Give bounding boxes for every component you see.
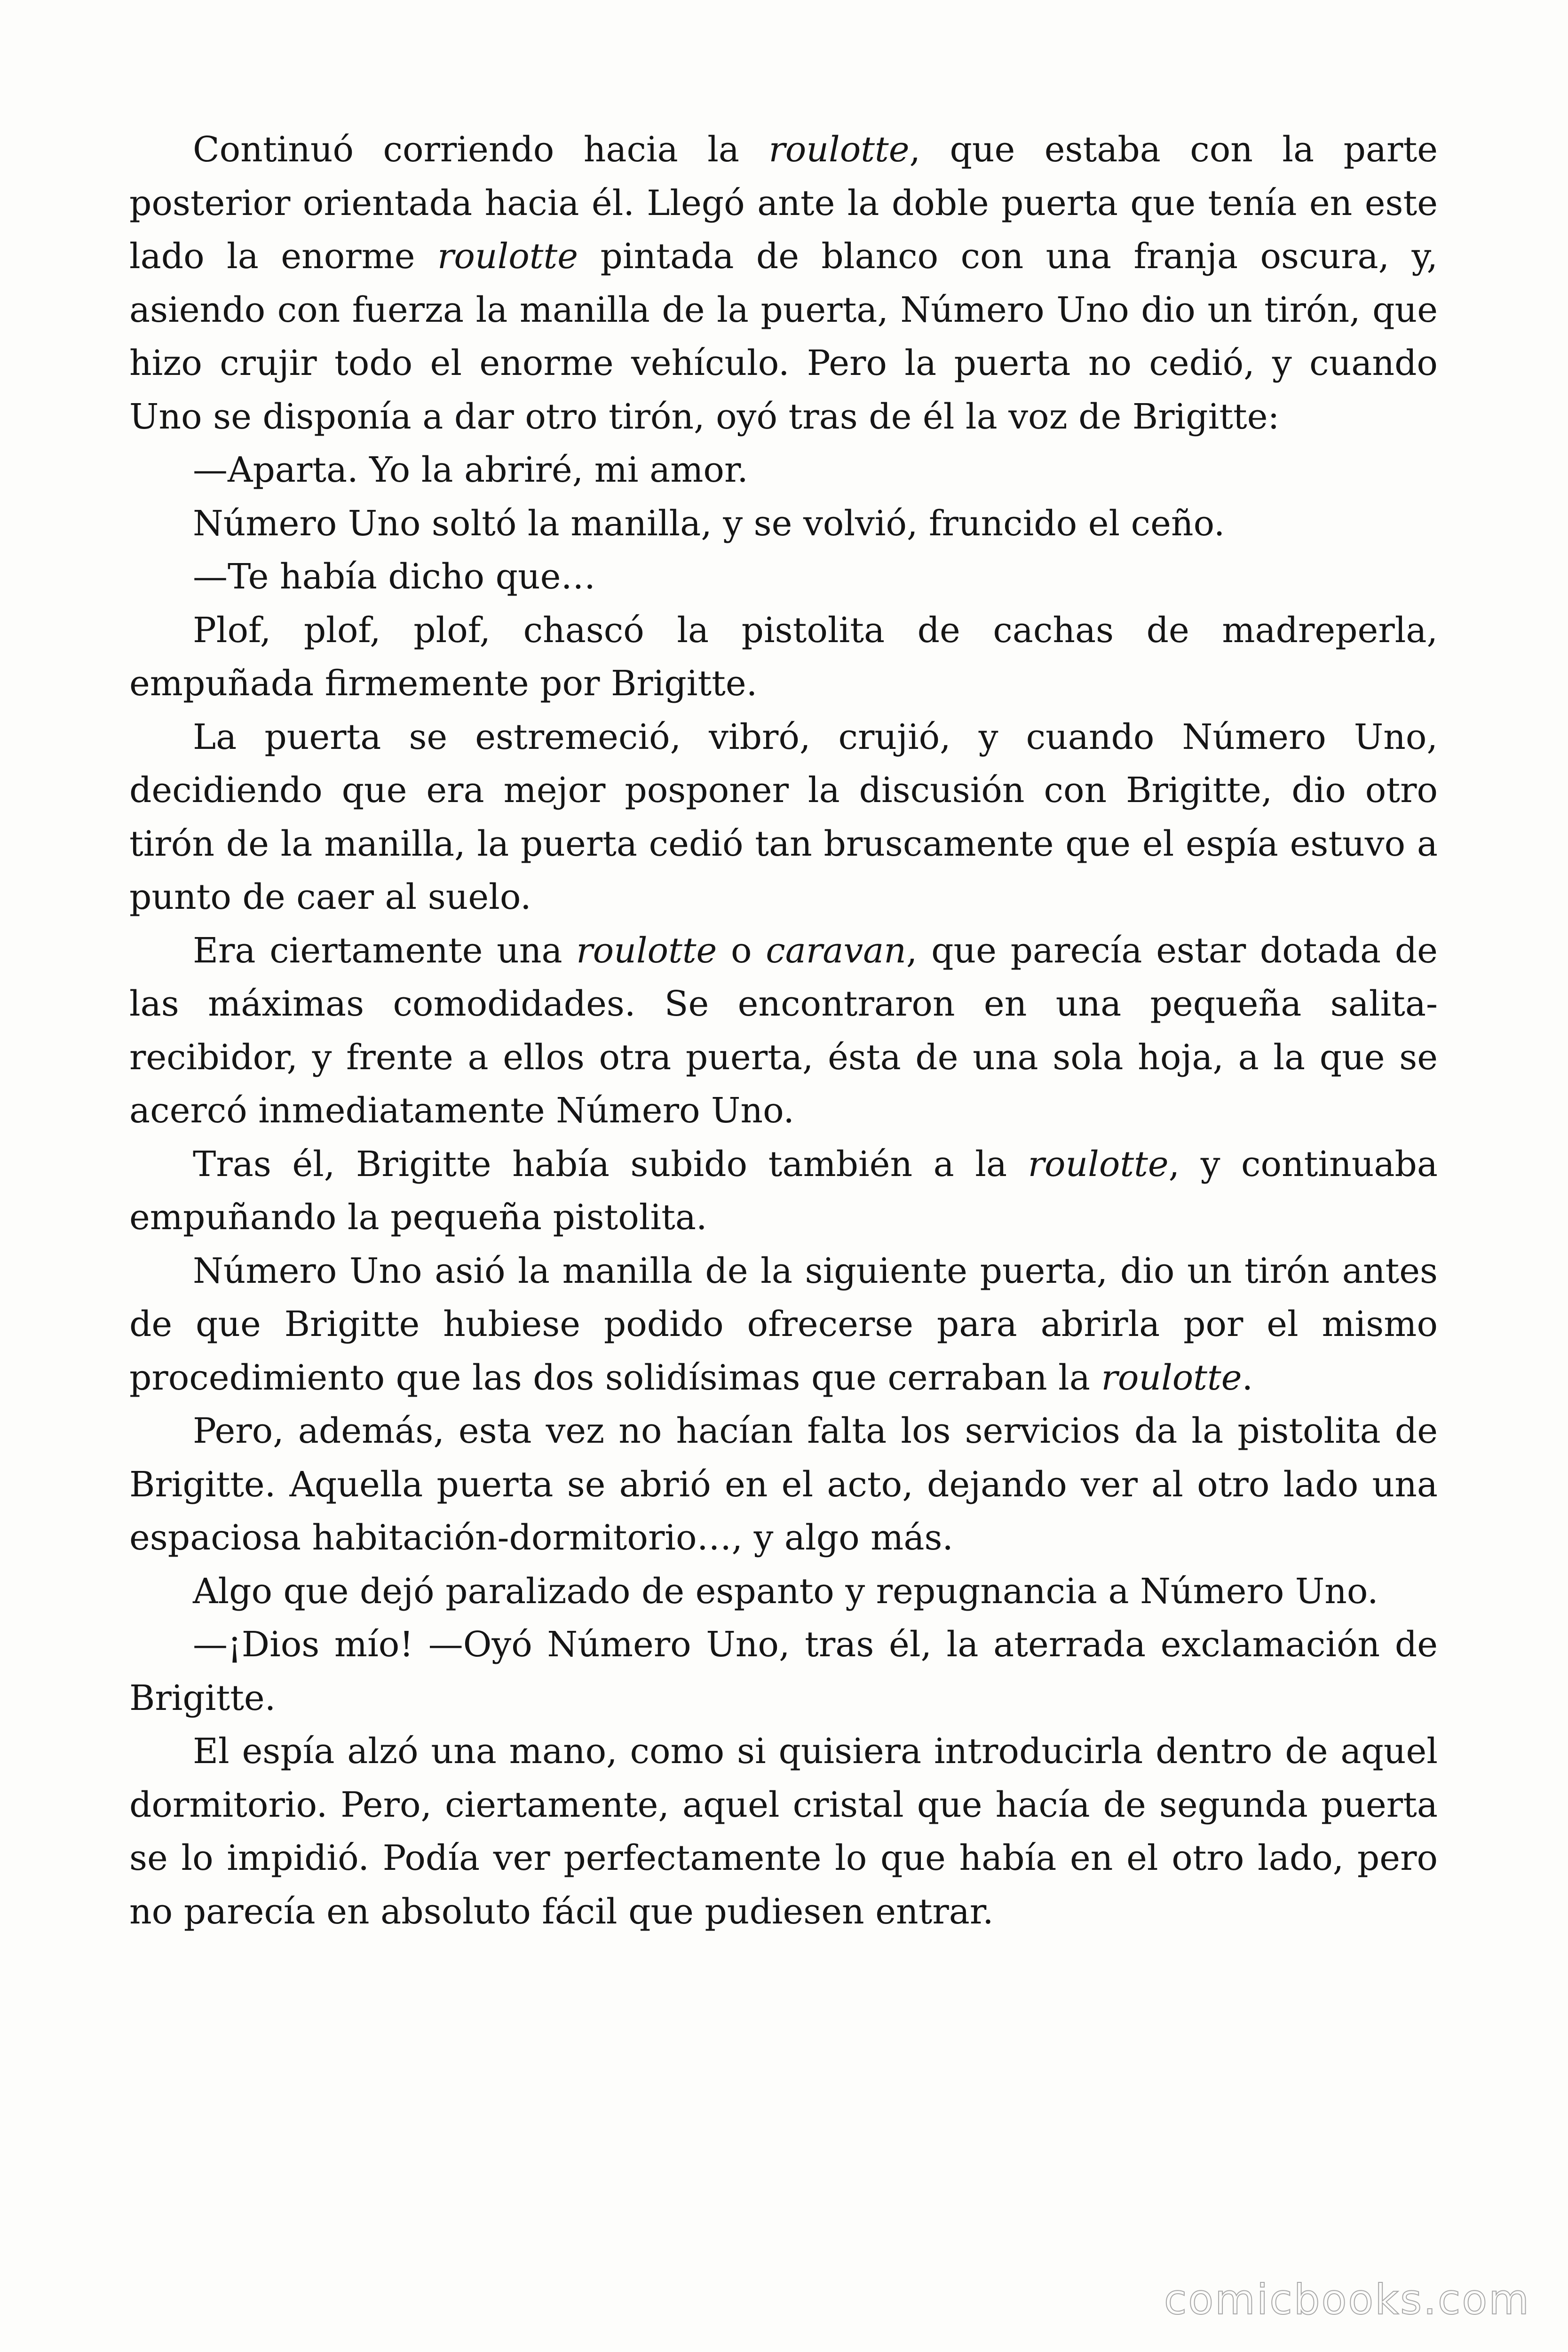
- text-run: , que estaba con la parte posterior orientada hacia él. Llegó ante la doble puerta que tenía en este lado la enorme: [129, 129, 1438, 277]
- page-text: [129, 123, 1438, 1939]
- text-run: —¡Dios mío! —Oyó Número Uno, tras él, la aterrada exclamación de Brigitte.: [129, 1624, 1438, 1718]
- paragraph: [129, 924, 1438, 1138]
- text-run: pintada de blanco con una franja oscura, y, asiendo con fuerza la manilla de la puerta, Número Uno dio un tirón, que hizo crujir todo el enorme vehículo. Pero la puerta no cedió, y cuando Uno se disponía a dar otro tirón, oyó tras de él la voz de Brigitte:: [129, 236, 1438, 437]
- paragraph: [129, 550, 1438, 604]
- text-run: —Te había dicho que…: [193, 556, 596, 597]
- text-run: o: [717, 930, 766, 971]
- paragraph: [129, 1138, 1438, 1245]
- text-run: Algo que dejó paralizado de espanto y repugnancia a Número Uno.: [193, 1571, 1378, 1612]
- italic-run: roulotte: [576, 930, 717, 971]
- italic-run: roulotte: [768, 129, 910, 170]
- text-run: , que parecía estar dotada de las máximas comodidades. Se encontraron en una pequeña salita-recibidor, y frente a ellos otra puerta, ésta de una sola hoja, a la que se acercó inmediatamente Número Uno.: [129, 930, 1438, 1131]
- paragraph: [129, 444, 1438, 497]
- paragraph: [129, 123, 1438, 444]
- italic-run: roulotte: [1101, 1357, 1242, 1398]
- text-run: Número Uno soltó la manilla, y se volvió, fruncido el ceño.: [193, 503, 1225, 544]
- text-run: El espía alzó una mano, como si quisiera introducirla dentro de aquel dormitorio. Pero, ciertamente, aquel cristal que hacía de segunda puerta se lo impidió. Podía ver perfectamente lo que había en el otro lado, pero no parecía en absoluto fácil que pudiesen entrar.: [129, 1731, 1438, 1932]
- paragraph: [129, 1245, 1438, 1405]
- paragraph: [129, 711, 1438, 924]
- text-run: Era ciertamente una: [193, 930, 577, 971]
- paragraph: [129, 1618, 1438, 1725]
- italic-run: caravan: [766, 930, 906, 971]
- italic-run: roulotte: [437, 236, 578, 277]
- text-run: Pero, además, esta vez no hacían falta los servicios da la pistolita de Brigitte. Aquella puerta se abrió en el acto, dejando ver al otro lado una espaciosa habitación-dormitorio…, y algo más.: [129, 1411, 1438, 1558]
- text-run: La puerta se estremeció, vibró, crujió, y cuando Número Uno, decidiendo que era mejor posponer la discusión con Brigitte, dio otro tirón de la manilla, la puerta cedió tan bruscamente que el espía estuvo a punto de caer al suelo.: [129, 716, 1438, 917]
- text-run: .: [1242, 1357, 1253, 1398]
- watermark: comicbooks.com: [1164, 2275, 1530, 2324]
- text-run: Plof, plof, plof, chascó la pistolita de cachas de madreperla, empuñada firmemente por Brigitte.: [129, 610, 1438, 704]
- paragraph: [129, 1405, 1438, 1565]
- paragraph: [129, 604, 1438, 711]
- text-run: Continuó corriendo hacia la: [193, 129, 769, 170]
- text-run: —Aparta. Yo la abriré, mi amor.: [193, 450, 748, 490]
- paragraph: [129, 497, 1438, 551]
- paragraph: [129, 1725, 1438, 1939]
- text-run: Número Uno asió la manilla de la siguiente puerta, dio un tirón antes de que Brigitte hubiese podido ofrecerse para abrirla por el mismo procedimiento que las dos solidísimas que cerraban la: [129, 1250, 1438, 1398]
- paragraph: [129, 1565, 1438, 1619]
- text-run: Tras él, Brigitte había subido también a la: [193, 1144, 1028, 1184]
- text-run: , y continuaba empuñando la pequeña pistolita.: [129, 1144, 1438, 1238]
- italic-run: roulotte: [1028, 1144, 1169, 1184]
